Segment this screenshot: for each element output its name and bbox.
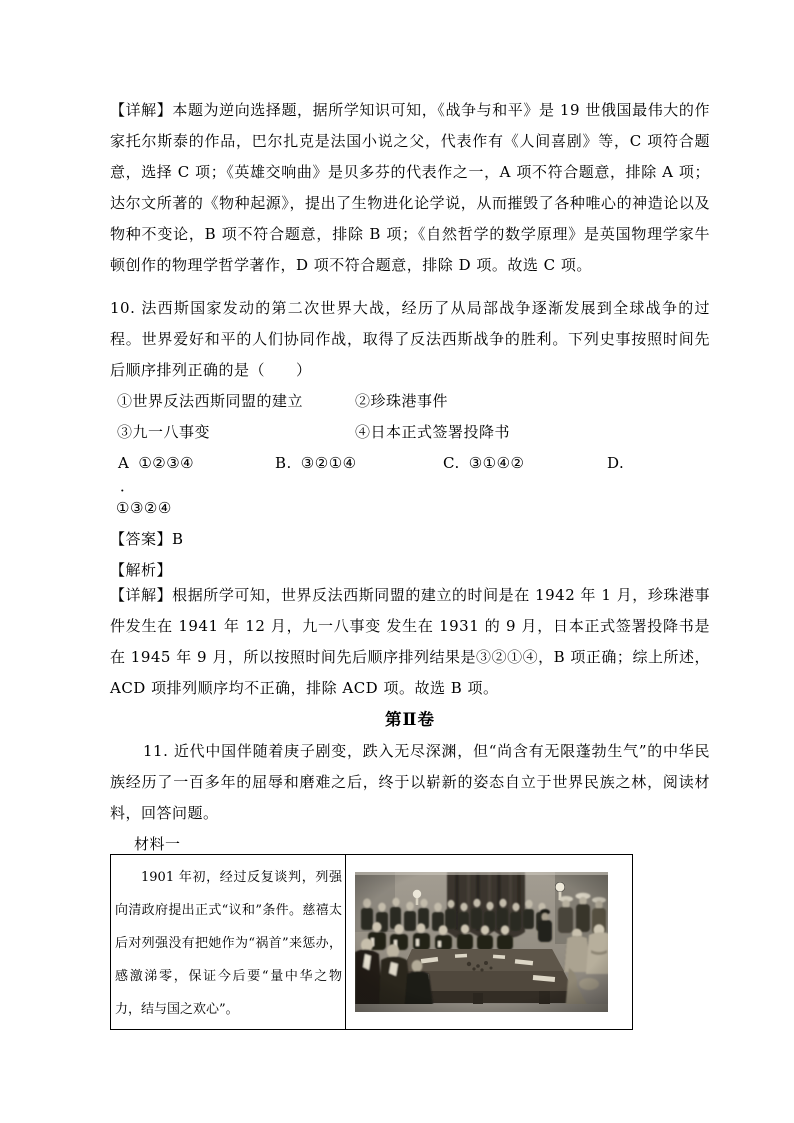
q10-item-2: ②珍珠港事件 bbox=[355, 392, 449, 410]
vignette bbox=[355, 872, 608, 1012]
q10-option-a-label: A bbox=[118, 454, 130, 472]
q9-explanation-paragraph: 【详解】本题为逆向选择题，据所学知识可知，《战争与和平》是 19 世俄国最伟大的作家托尔斯泰的作品，巴尔扎克是法国小说之父，代表作有《人间喜剧》等，C 项符合题意，选择 C 项；《英雄交响曲》是贝多芬的代表作之一，A 项不符合题意，排除 A 项；达尔文所著的《物种起源》，提出了生物进化论学说，从而摧毁了各种唯心的神造论以及物种不变论，B 项不符合题意，排除 B 项；《自然哲学的数学原理》是英国物理学家牛顿创作的物理学哲学著作，D 项不符合题意，排除 D 项。故选 C 项。 bbox=[110, 101, 710, 274]
q10-items-row-1 bbox=[110, 386, 710, 417]
q10-option-b-label: B. bbox=[275, 454, 292, 472]
q10-option-d-label: D. bbox=[607, 454, 625, 472]
material-1-table bbox=[110, 854, 633, 1030]
q10-option-c-label: C. bbox=[443, 454, 460, 472]
q10-items-row-2 bbox=[110, 417, 710, 448]
q10-option-d bbox=[607, 448, 633, 479]
q10-options-row bbox=[110, 448, 710, 479]
section-ii-title: 第Ⅱ卷 bbox=[385, 710, 435, 729]
q10-option-c bbox=[443, 448, 525, 479]
q10-option-d-value: ①③②④ bbox=[116, 499, 172, 517]
answer-label: 【答案】 bbox=[110, 530, 173, 548]
q10-item-4: ④日本正式签署投降书 bbox=[355, 423, 511, 441]
q10-item-1: ①世界反法西斯同盟的建立 bbox=[117, 392, 304, 410]
q10-option-a bbox=[118, 448, 194, 479]
material-1-label-row bbox=[110, 829, 710, 860]
q11-stem: 11. 近代中国伴随着庚子剧变，跌入无尽深渊，但“尚含有无限蓬勃生气”的中华民族经历了一百多年的屈辱和磨难之后，终于以崭新的姿态自立于世界民族之林，阅读材料，回答问题。 bbox=[110, 742, 710, 822]
q10-option-c-value: ③①④② bbox=[468, 454, 525, 472]
q10-option-b bbox=[275, 448, 357, 479]
document-content bbox=[110, 95, 710, 1030]
boxer-protocol-signing-photo bbox=[355, 872, 608, 1012]
analysis-label: 【解析】 bbox=[110, 561, 173, 579]
material-1-photo-cell bbox=[346, 855, 632, 1029]
answer-value: B bbox=[172, 530, 184, 548]
q10-explanation-paragraph: 【详解】根据所学可知，世界反法西斯同盟的建立的时间是在 1942 年 1 月，珍珠港事件发生在 1941 年 12 月，九一八事变 发生在 1931 的 9 月，日本正式签署投降书是在 1945 年 9 月，所以按照时间先后顺序排列结果是③②①④，B 项正确；综上所述，ACD 项排列顺序均不正确，排除 ACD 项。故选 B 项。 bbox=[110, 586, 710, 697]
q10-stem: 10. 法西斯国家发动的第二次世界大战，经历了从局部战争逐渐发展到全球战争的过程。世界爱好和平的人们协同作战，取得了反法西斯战争的胜利。下列史事按照时间先后顺序排列正确的是（ ） bbox=[110, 299, 710, 379]
q10-option-a-period: ． bbox=[120, 477, 136, 495]
q10-option-a-value: ①②③④ bbox=[138, 454, 195, 472]
material-1-label: 材料一 bbox=[134, 835, 181, 853]
q10-answer-line bbox=[110, 524, 710, 555]
material-1-text-cell: 1901 年初，经过反复谈判，列强向清政府提出正式“议和”条件。慈禧太后对列强没有把她作为“祸首”来惩办，感激涕零，保证今后要“量中华之物力，结与国之欢心”。 bbox=[111, 855, 346, 1029]
q10-option-b-value: ③②①④ bbox=[300, 454, 357, 472]
q10-item-3: ③九一八事变 bbox=[117, 423, 211, 441]
